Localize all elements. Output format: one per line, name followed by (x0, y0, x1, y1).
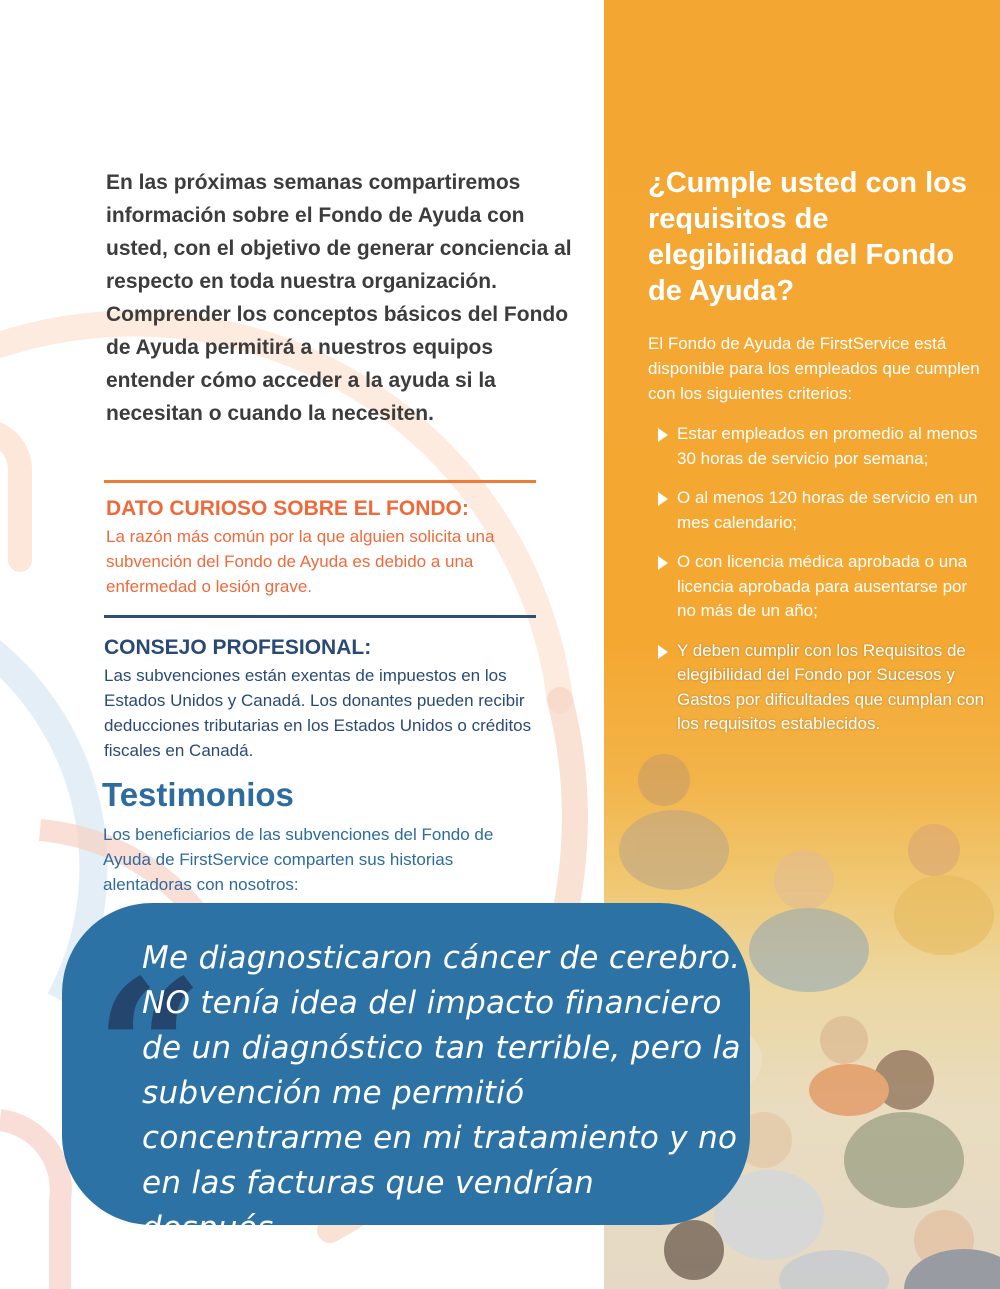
criteria-item (648, 486, 988, 535)
quote-mark-icon: “ (95, 938, 205, 1161)
eligibility-content (648, 165, 988, 752)
criteria-item (648, 422, 988, 471)
criteria-item (648, 639, 988, 737)
fun-fact-text: La razón más común por la que alguien solicita una subvención del Fondo de Ayuda es debido a una enfermedad o lesión grave. (106, 527, 495, 596)
eligibility-title: ¿Cumple usted con los requisitos de elegibilidad del Fondo de Ayuda? (648, 167, 968, 307)
eligibility-intro: El Fondo de Ayuda de FirstService está disponible para los empleados que cumplen con los siguientes criterios: (648, 334, 980, 403)
triangle-bullet-icon (658, 556, 668, 570)
intro-paragraph: En las próximas semanas compartiremos información sobre el Fondo de Ayuda con usted, con el objetivo de generar conciencia al respecto en toda nuestra organización. Comprender los conceptos básicos del Fondo de Ayuda permitirá a nuestros equipos entender cómo acceder a la ayuda si la necesitan o cuando la necesiten. (106, 171, 572, 425)
testimonials-heading: Testimonios (102, 776, 294, 813)
triangle-bullet-icon (658, 645, 668, 659)
pro-tip-heading: CONSEJO PROFESIONAL: (104, 636, 372, 659)
triangle-bullet-icon (658, 492, 668, 506)
testimonial-quote: Me diagnosticaron cáncer de cerebro. NO tenía idea del impacto financiero de un diagnóstico tan terrible, pero la subvención me permitió concentrarme en mi tratamiento y no en las facturas que vendrían después. (142, 940, 741, 1246)
pro-tip-text: Las subvenciones están exentas de impuestos en los Estados Unidos y Canadá. Los donantes pueden recibir deducciones tributarias en los Estados Unidos o créditos fiscales en Canadá. (104, 666, 532, 760)
blue-divider (104, 615, 536, 618)
criteria-text: O al menos 120 horas de servicio en un mes calendario; (677, 488, 978, 532)
orange-divider (104, 480, 536, 483)
criteria-list (648, 422, 988, 737)
criteria-text: O con licencia médica aprobada o una licencia aprobada para ausentarse por no más de un año; (677, 552, 968, 620)
criteria-text: Y deben cumplir con los Requisitos de elegibilidad del Fondo por Sucesos y Gastos por dificultades que cumplan con los requisitos establecidos. (677, 640, 985, 733)
criteria-item (648, 550, 988, 624)
criteria-text: Estar empleados en promedio al menos 30 horas de servicio por semana; (677, 424, 978, 468)
triangle-bullet-icon (658, 428, 668, 442)
testimonials-text: Los beneficiarios de las subvenciones del Fondo de Ayuda de FirstService comparten sus historias alentadoras con nosotros: (103, 825, 494, 894)
fun-fact-heading: DATO CURIOSO SOBRE EL FONDO: (106, 497, 469, 520)
